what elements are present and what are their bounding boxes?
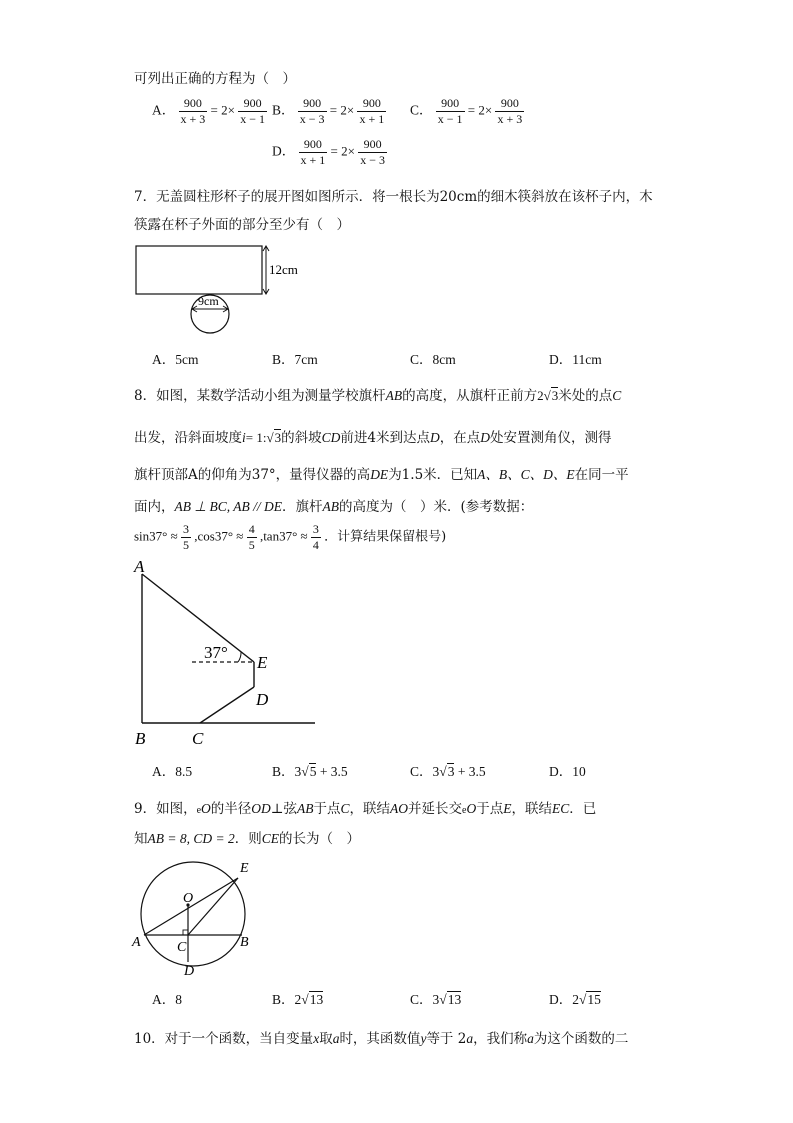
option-label: A． [152,102,176,118]
point-o: O [183,891,194,906]
point-d: D [256,690,269,709]
fraction: $\frac{900}{x + 1}$ [300,137,326,167]
q9-stem-line2: 知AB = 8, CD = 2．则CE的长为（ ） [134,831,360,847]
equals-times: = 2× [467,102,493,118]
q7-stem-line1: 7．无盖圆柱形杯子的展开图如图所示．将一根长为20cm的细木筷斜放在该杯子内，木 [134,189,653,205]
fraction: $\frac{900}{x + 3}$ [180,96,206,126]
circle-o [141,862,245,966]
height-label: 12cm [269,262,298,277]
q8-stem-line2: 出发，沿斜面坡度i= 1:√3的斜坡CD前进4米到达点D，在点D处安置测角仪，测得 [134,430,612,446]
q9-option-a[interactable]: A．8 [152,992,182,1007]
q8-option-a[interactable]: A．8.5 [152,764,193,779]
diameter-label: 9cm [198,294,219,308]
point-a: A [134,557,145,576]
q7-option-d[interactable]: D．11cm [549,352,602,367]
equals-times: = 2× [329,102,355,118]
q9-option-d[interactable]: D．2√15 [549,992,601,1007]
fraction: $\frac{900}{x - 3}$ [360,137,385,167]
q6-option-a[interactable] [152,96,267,127]
right-angle-mark [183,930,188,935]
point-d: D [184,964,195,978]
q6-option-c[interactable] [410,96,524,127]
point-b: B [135,729,146,748]
option-label: D． [272,143,296,159]
q6-stem: 可列出正确的方程为（ ） [134,71,296,87]
point-e: E [240,861,249,876]
q9-stem-line1: 9．如图，eO的半径OD⊥弦AB于点C，联结AO并延长交eO于点E，联结EC．已 [134,801,597,817]
point-b: B [240,935,249,950]
point-c: C [177,940,187,955]
q9-option-b[interactable]: B．2√13 [272,992,324,1007]
equals-times: = 2× [330,143,355,159]
equals-times: = 2× [210,102,235,118]
q6-option-d[interactable] [272,137,387,168]
cup-net-figure [128,238,318,334]
angle-label: 37° [204,643,228,662]
slope-cd [200,687,254,723]
q8-stem-line3: 旗杆顶部A的仰角为37°，量得仪器的高DE为1.5米．已知A、B、C、D、E在同一平 [134,467,629,483]
q8-option-b[interactable]: B．3√5 + 3.5 [272,764,348,779]
point-e: E [257,653,268,672]
q8-option-d[interactable]: D．10 [549,764,586,779]
line-ae [144,878,238,935]
q6-option-b[interactable] [272,96,386,127]
fraction: $\frac{900}{x - 1}$ [240,96,265,126]
q7-stem-line2: 筷露在杯子外面的部分至少有（ ） [134,217,350,233]
q8-reference-data: sin37° ≈ $\frac{3}{5}$ ,cos37° ≈ $\frac{4}{5}$ ,tan37° ≈ $\frac{3}{4}$ ．计算结果保留根号) [134,522,447,552]
q8-option-c[interactable]: C．3√3 + 3.5 [410,764,486,779]
fraction: $\frac{900}{x - 1}$ [437,96,463,126]
q8-stem-line4: 面内，AB ⊥ BC, AB // DE．旗杆AB的高度为（ ）米．(参考数据： [134,499,534,515]
option-label: C． [410,102,433,118]
circle-figure [128,856,258,978]
q7-option-c[interactable]: C．8cm [410,352,456,367]
point-a: A [132,935,141,950]
fraction: $\frac{900}{x + 1}$ [359,96,385,126]
sight-line-ae [142,574,254,662]
fraction: $\frac{900}{x + 3}$ [497,96,523,126]
cup-side-rectangle [136,246,262,294]
point-c: C [192,729,204,748]
q10-stem-line1: 10．对于一个函数，当自变量x取a时，其函数值y等于 2a，我们称a为这个函数的二 [134,1031,629,1047]
flagpole-figure [128,556,328,751]
fraction: $\frac{900}{x - 3}$ [299,96,325,126]
q8-stem-line1: 8．如图，某数学活动小组为测量学校旗杆AB的高度，从旗杆正前方2√3米处的点C [134,388,622,404]
q9-option-c[interactable]: C．3√13 [410,992,462,1007]
q7-option-a[interactable]: A．5cm [152,352,199,367]
option-label: B． [272,102,295,118]
q7-option-b[interactable]: B．7cm [272,352,318,367]
angle-arc [238,652,241,662]
line-ce [188,878,238,935]
